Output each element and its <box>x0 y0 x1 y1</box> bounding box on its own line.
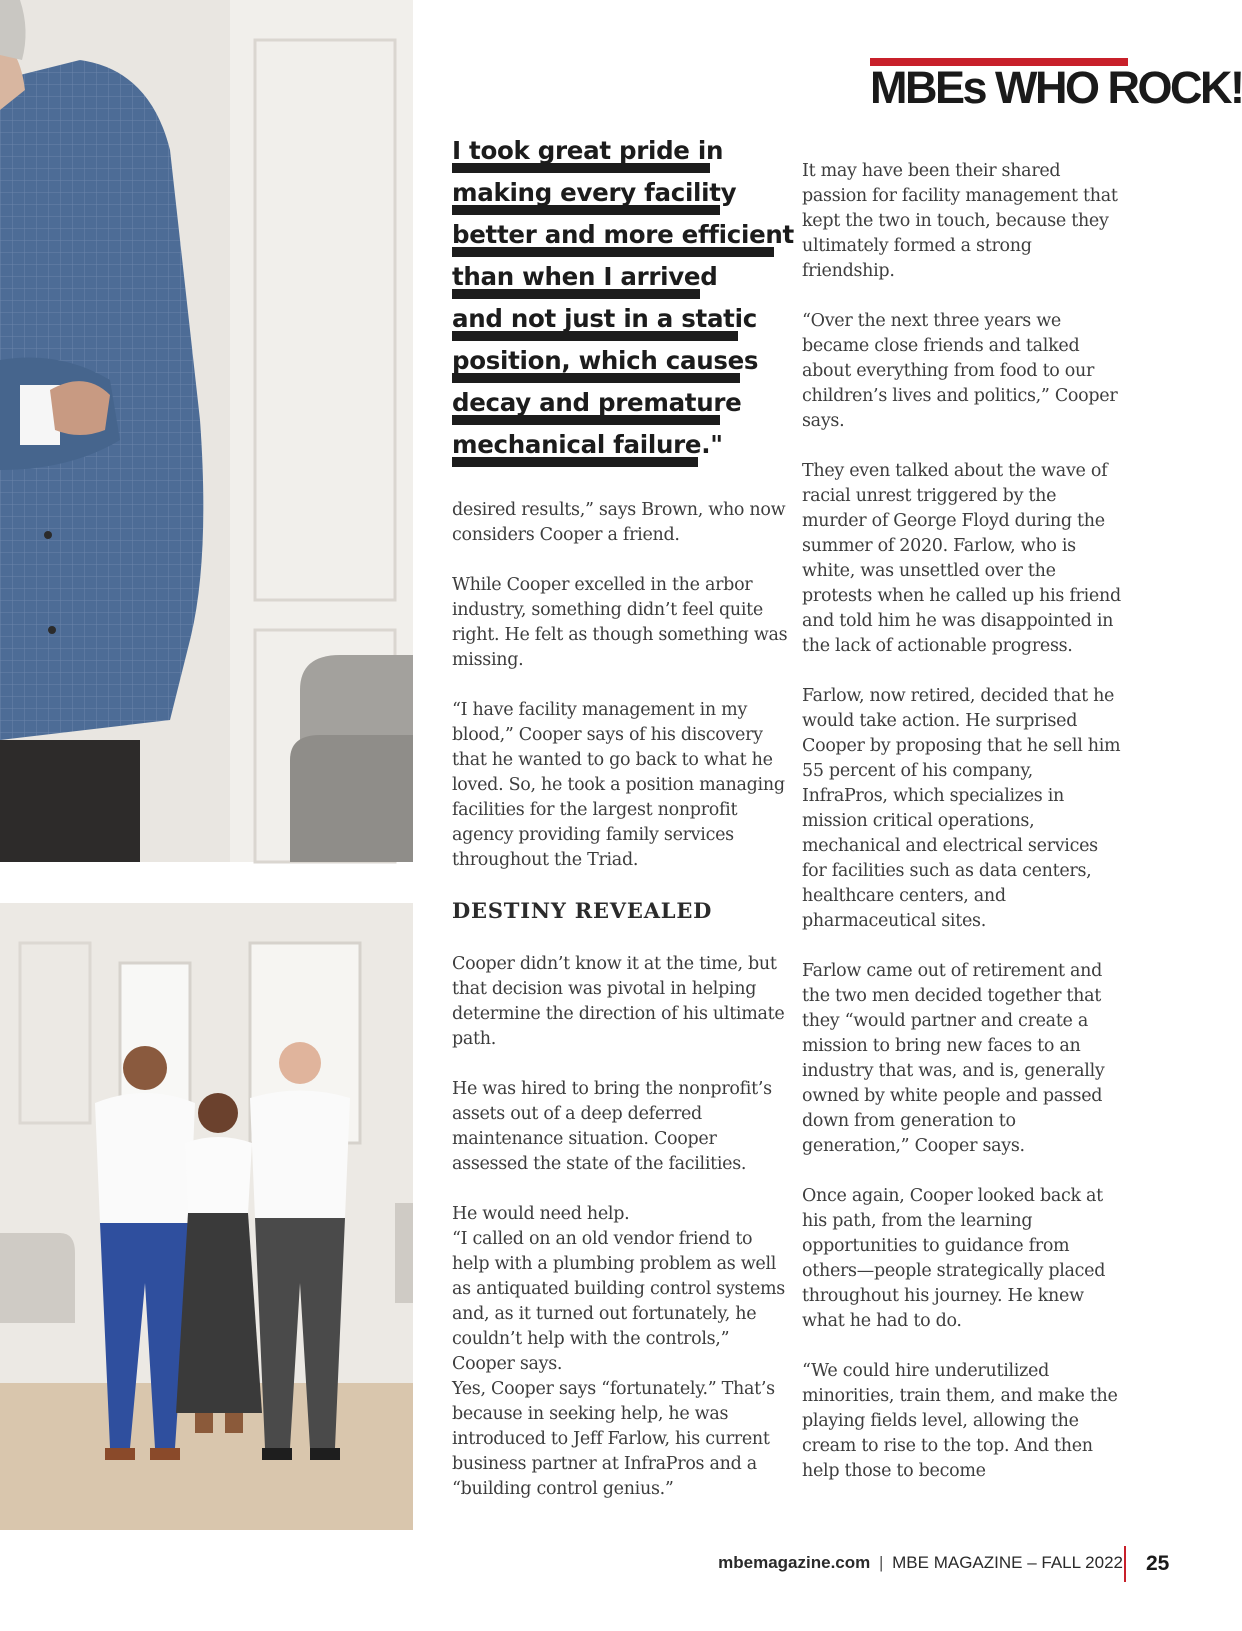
pull-quote-line: position, which causes <box>452 345 782 387</box>
body-paragraph: “Over the next three years we became close friends and talked about everything from food to our children’s lives and politics,” Cooper says. <box>802 311 1118 431</box>
body-paragraph: “I have facility management in my blood,” Cooper says of his discovery that he wanted to go back to what he loved. So, he took a position managing facilities for the largest nonprofit agency providing family services throughout the Triad. <box>452 700 785 870</box>
pull-quote-line: than when I arrived <box>452 261 782 303</box>
page-footer <box>600 1553 1123 1583</box>
section-heading: DESTINY REVEALED <box>452 898 713 923</box>
body-paragraph: They even talked about the wave of racial unrest triggered by the murder of George Floyd during the summer of 2020. Farlow, who is white, was unsettled over the protests when he called up his friend and told him he was disappointed in the lack of actionable progress. <box>802 461 1121 656</box>
photo-man-in-blazer <box>0 0 413 862</box>
body-paragraph: Once again, Cooper looked back at his path, from the learning opportunities to guidance from others—people strategically placed throughout his journey. He knew what he had to do. <box>802 1186 1106 1331</box>
pull-quote <box>452 135 794 471</box>
pull-quote-line: I took great pride in <box>452 135 782 177</box>
photo-three-team-members <box>0 903 413 1530</box>
section-title: MBEs WHO ROCK! <box>870 62 1242 113</box>
footer-accent-rule <box>1124 1546 1126 1582</box>
article-column-left <box>452 498 792 1527</box>
body-paragraph: Farlow, now retired, decided that he would take action. He surprised Cooper by proposing that he sell him 55 percent of his company, InfraPros, which specializes in mission critical operations, mechanical and electrical services for facilities such as data centers, healthcare centers, and pharmaceutical sites. <box>802 686 1121 931</box>
body-paragraph: He was hired to bring the nonprofit’s assets out of a deep deferred maintenance situation. Cooper assessed the state of the facilities. <box>452 1079 772 1174</box>
page-number: 25 <box>1146 1552 1170 1575</box>
pull-quote-line: mechanical failure." <box>452 429 782 471</box>
footer-website-link[interactable]: mbemagazine.com <box>718 1553 871 1572</box>
pull-quote-line: decay and premature <box>452 387 782 429</box>
footer-issue: MBE MAGAZINE – FALL 2022 <box>892 1553 1123 1572</box>
footer-separator: | <box>878 1553 884 1572</box>
body-paragraph: It may have been their shared passion for facility management that kept the two in touch, because they ultimately formed a strong friendship. <box>802 161 1118 281</box>
body-paragraph: He would need help. “I called on an old vendor friend to help with a plumbing problem as well as antiquated building control systems and, as it turned out fortunately, he couldn’t help with the controls,” Cooper says. Yes, Cooper says “fortunately.” That’s because in seeking help, he was introduced to Jeff Farlow, his current business partner at InfraPros and a “building control genius.” <box>452 1204 785 1499</box>
body-paragraph: desired results,” says Brown, who now considers Cooper a friend. <box>452 500 786 545</box>
pull-quote-line: making every facility <box>452 177 782 219</box>
pull-quote-line: better and more efficient <box>452 219 782 261</box>
article-column-right <box>802 159 1122 1509</box>
body-paragraph: Cooper didn’t know it at the time, but that decision was pivotal in helping determine the direction of his ultimate path. <box>452 954 785 1049</box>
body-paragraph: Farlow came out of retirement and the two men decided together that they “would partner and create a mission to bring new faces to an industry that was, and is, generally owned by white people and passed down from generation to generation,” Cooper says. <box>802 961 1105 1156</box>
body-paragraph: While Cooper excelled in the arbor industry, something didn’t feel quite right. He felt as though something was missing. <box>452 575 788 670</box>
body-paragraph: “We could hire underutilized minorities, train them, and make the playing fields level, allowing the cream to rise to the top. And then help those to become <box>802 1361 1118 1481</box>
pull-quote-line: and not just in a static <box>452 303 782 345</box>
